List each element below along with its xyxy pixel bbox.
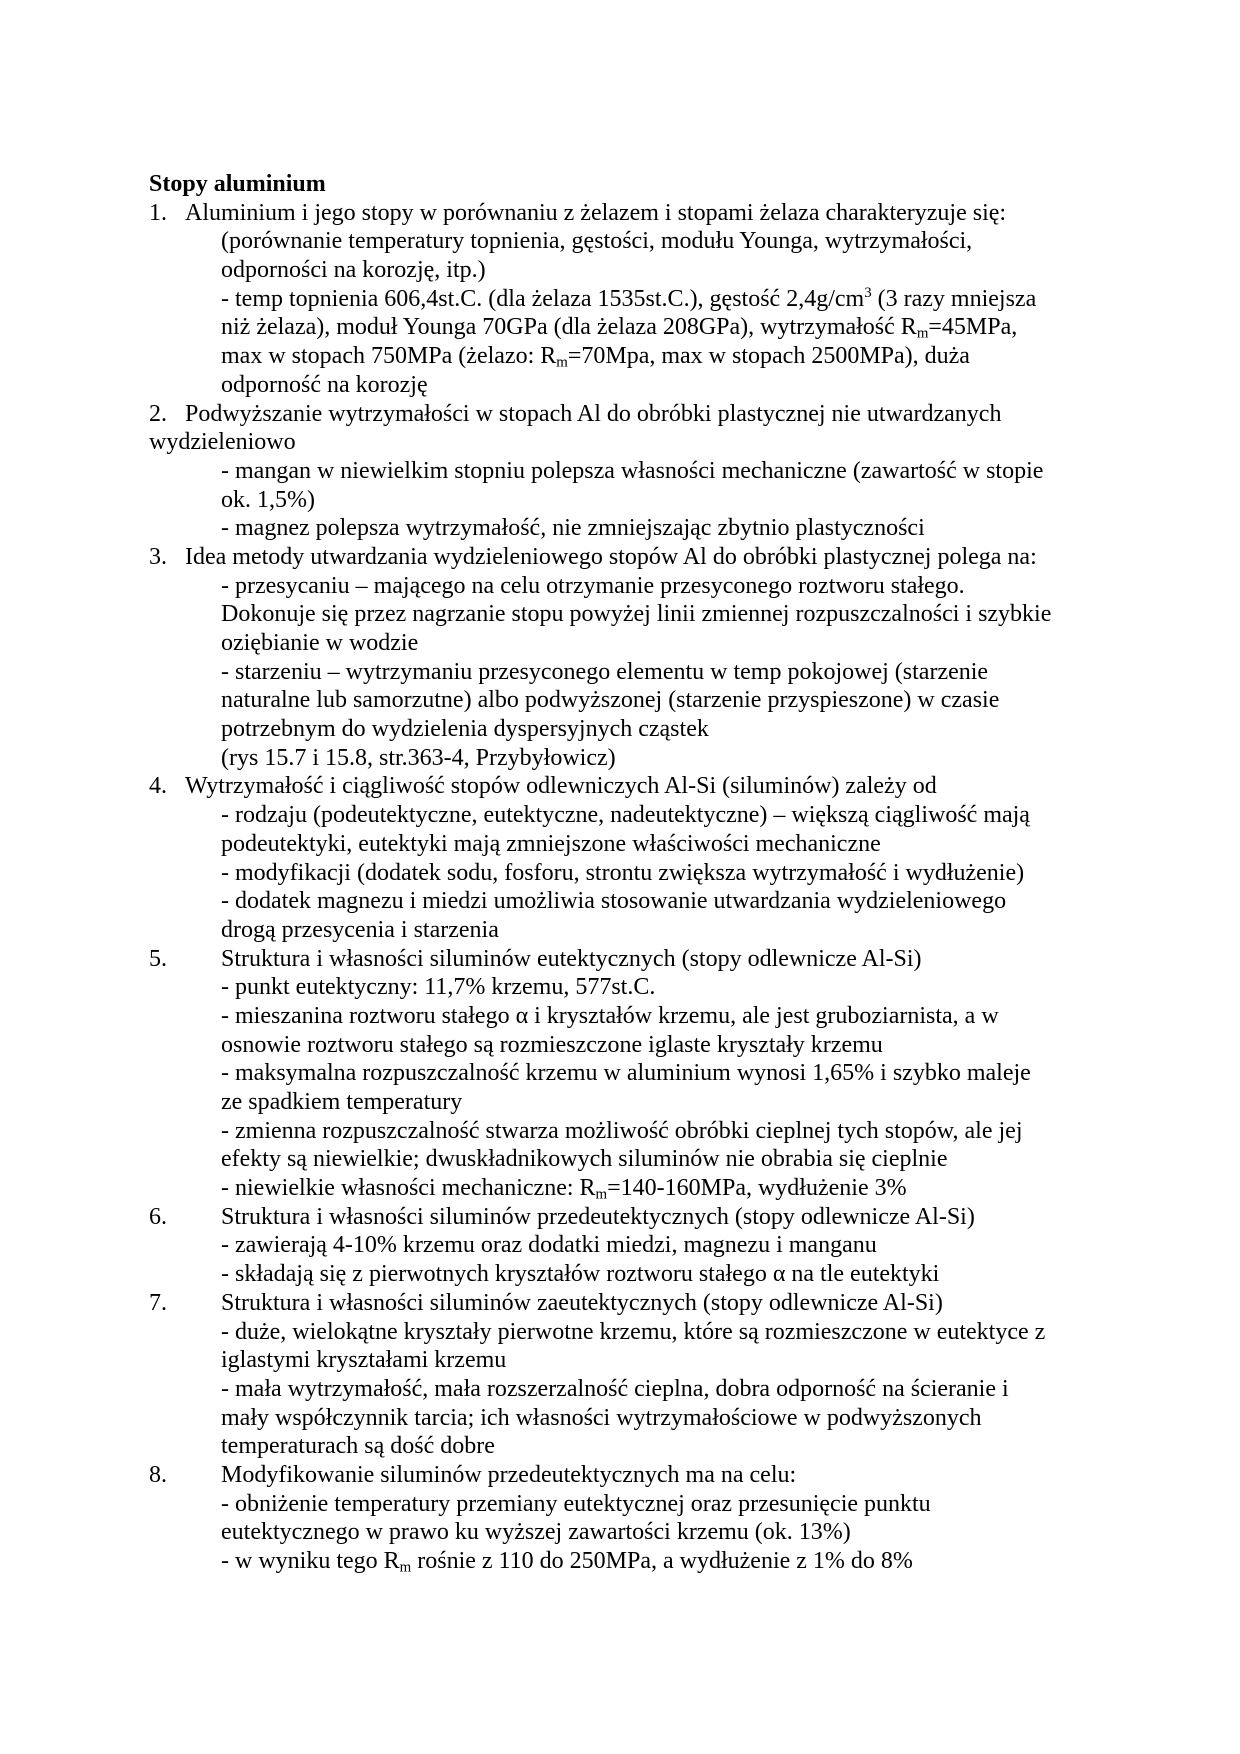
text-line [149, 342, 1109, 371]
line-text [221, 458, 1043, 484]
line-text [221, 659, 988, 685]
text-run: - obniżenie temperatury przemiany eutektycznej oraz przesunięcie punktu [221, 1490, 931, 1517]
text-run: oziębianie w wodzie [221, 630, 419, 656]
text-run: osnowie roztworu stałego są rozmieszczone iglaste kryształy krzemu [221, 1031, 883, 1058]
text-line [149, 1318, 1109, 1347]
line-text [221, 515, 925, 541]
text-run: Struktura i własności siluminów eutektycznych (stopy odlewnicze Al-Si) [221, 945, 922, 972]
text-line [149, 1432, 1109, 1461]
line-text [221, 687, 999, 713]
line-text [221, 974, 655, 1000]
text-line [149, 514, 1109, 543]
subscript: m [916, 326, 929, 343]
text-line [149, 1518, 1109, 1547]
line-text [185, 772, 937, 801]
text-line [149, 600, 1109, 629]
text-line [149, 1117, 1109, 1146]
text-line [149, 400, 1109, 429]
text-line [149, 1461, 1109, 1490]
text-line [149, 1346, 1109, 1375]
line-text [221, 1261, 939, 1287]
text-line [149, 1088, 1109, 1117]
line-text [221, 945, 922, 974]
item-number: 4. [149, 773, 167, 800]
text-line [149, 801, 1109, 830]
line-text [221, 888, 1006, 914]
line-text [221, 286, 1036, 312]
line-text [221, 372, 428, 398]
text-line [149, 227, 1109, 256]
item-number: 6. [149, 1203, 167, 1230]
text-run: - rodzaju (podeutektyczne, eutektyczne, nadeutektyczne) – większą ciągliwość mają [221, 802, 1030, 829]
line-text [221, 1032, 883, 1058]
text-run: niż żelaza), moduł Younga 70GPa (dla żelaza 208GPa), wytrzymałość R [221, 314, 917, 341]
text-run: =140-160MPa, wydłużenie 3% [607, 1175, 907, 1202]
text-run: - mangan w niewielkim stopniu polepsza własności mechaniczne (zawartość w stopie [221, 457, 1044, 484]
item-number: 8. [149, 1461, 167, 1488]
list-item [149, 400, 1109, 543]
line-text [221, 1003, 999, 1029]
text-run: iglastymi kryształami krzemu [221, 1347, 507, 1374]
text-line [149, 945, 1109, 974]
text-line [149, 830, 1109, 859]
text-line [149, 371, 1109, 400]
line-text [221, 1118, 1023, 1144]
line-text [221, 228, 972, 254]
line-text [221, 745, 616, 771]
line-text [221, 1089, 462, 1115]
document-title: Stopy aluminium [149, 171, 326, 197]
line-text [221, 716, 709, 742]
list-item [149, 1203, 1109, 1289]
text-run: efekty są niewielkie; dwuskładnikowych siluminów nie obrabia się cieplnie [221, 1146, 948, 1173]
line-text [221, 1232, 877, 1258]
line-text [149, 429, 296, 455]
line-text [221, 1146, 947, 1172]
text-run: - niewielkie własności mechaniczne: R [221, 1175, 596, 1202]
line-text [221, 573, 965, 599]
line-text [221, 1433, 495, 1459]
text-run: - punkt eutektyczny: 11,7% krzemu, 577st.C. [221, 974, 656, 1001]
text-run: - w wyniku tego R [221, 1548, 400, 1574]
item-number: 2. [149, 400, 167, 427]
line-text [221, 1405, 981, 1431]
line-text [221, 917, 499, 943]
text-line [149, 973, 1109, 1002]
line-text [221, 1461, 796, 1490]
item-number: 1. [149, 199, 167, 226]
text-run: (rys 15.7 i 15.8, str.363-4, Przybyłowicz) [221, 744, 616, 771]
text-line [149, 1174, 1109, 1203]
text-line [149, 1375, 1109, 1404]
text-line [149, 285, 1109, 314]
text-line [149, 1145, 1109, 1174]
text-run: - zawierają 4-10% krzemu oraz dodatki miedzi, magnezu i manganu [221, 1232, 877, 1259]
line-text [221, 1548, 913, 1574]
subscript: m [595, 1186, 608, 1203]
line-text [221, 487, 315, 513]
text-line [149, 486, 1109, 515]
text-line [149, 1002, 1109, 1031]
text-line [149, 629, 1109, 658]
text-run: potrzebnym do wydzielenia dyspersyjnych cząstek [221, 716, 709, 743]
subscript: m [399, 1559, 412, 1576]
line-text [221, 1175, 907, 1201]
line-text [221, 1203, 975, 1232]
text-line [149, 744, 1109, 773]
line-text [221, 1519, 851, 1545]
line-text [221, 831, 881, 857]
text-run: - mała wytrzymałość, mała rozszerzalność cieplna, dobra odporność na ścieranie i [221, 1375, 1009, 1402]
text-line [149, 313, 1109, 342]
text-run: - starzeniu – wytrzymaniu przesyconego elementu w temp pokojowej (starzenie [221, 658, 989, 685]
text-run: =70Mpa, max w stopach 2500MPa), duża [567, 343, 970, 370]
text-run: - maksymalna rozpuszczalność krzemu w aluminium wynosi 1,65% i szybko maleje [221, 1060, 1031, 1087]
line-text [221, 257, 486, 283]
line-text [221, 802, 1030, 828]
line-text [221, 860, 1024, 886]
text-run: temperaturach są dość dobre [221, 1433, 495, 1460]
line-text [221, 1060, 1031, 1086]
text-run: odporności na korozję, itp.) [221, 257, 486, 284]
list-item [149, 1289, 1109, 1461]
line-text [221, 343, 970, 369]
line-text [221, 1376, 1009, 1402]
text-line [149, 1404, 1109, 1433]
text-line [149, 1260, 1109, 1289]
superscript: 3 [864, 284, 872, 301]
line-text [221, 1319, 1045, 1345]
text-run: - modyfikacji (dodatek sodu, fosforu, strontu zwiększa wytrzymałość i wydłużenie) [221, 859, 1025, 886]
text-line [149, 1547, 1109, 1576]
text-line [149, 457, 1109, 486]
line-text [221, 1289, 943, 1318]
text-run: - dodatek magnezu i miedzi umożliwia stosowanie utwardzania wydzieleniowego [221, 888, 1007, 915]
text-line [149, 1059, 1109, 1088]
text-run: odporność na korozję [221, 371, 428, 398]
item-number: 3. [149, 543, 167, 570]
text-run: - składają się z pierwotnych kryształów roztworu stałego α na tle eutektyki [221, 1261, 940, 1288]
text-run: mały współczynnik tarcia; ich własności wytrzymałościowe w podwyższonych [221, 1404, 982, 1431]
text-run: drogą przesycenia i starzenia [221, 916, 499, 943]
text-line [149, 1203, 1109, 1232]
text-run: (3 razy mniejsza [871, 285, 1037, 312]
line-text [221, 630, 418, 656]
list-item [149, 1461, 1109, 1576]
list-item [149, 543, 1109, 773]
text-run: ze spadkiem temperatury [221, 1089, 463, 1115]
line-text [185, 543, 1037, 572]
text-line [149, 256, 1109, 285]
list-item [149, 772, 1109, 944]
text-run: - zmienna rozpuszczalność stwarza możliwość obróbki cieplnej tych stopów, ale jej [221, 1117, 1023, 1144]
item-number: 5. [149, 945, 167, 972]
text-line [149, 859, 1109, 888]
text-run: podeutektyki, eutektyki mają zmniejszone właściwości mechaniczne [221, 830, 881, 857]
item-number: 7. [149, 1289, 167, 1316]
text-line [149, 1490, 1109, 1519]
text-run: max w stopach 750MPa (żelazo: R [221, 343, 557, 370]
text-run: rośnie z 110 do 250MPa, a wydłużenie z 1% do 8% [411, 1548, 913, 1574]
line-text [221, 1491, 931, 1517]
text-run: Struktura i własności siluminów przedeutektycznych (stopy odlewnicze Al-Si) [221, 1203, 975, 1230]
text-line [149, 428, 1109, 457]
text-run: ok. 1,5%) [221, 486, 315, 513]
subscript: m [556, 354, 568, 371]
text-run: Idea metody utwardzania wydzieleniowego stopów Al do obróbki plastycznej polega na: [185, 543, 1037, 570]
text-run: Podwyższanie wytrzymałości w stopach Al do obróbki plastycznej nie utwardzanych [185, 400, 1002, 427]
text-line [149, 1231, 1109, 1260]
line-text [221, 314, 1018, 343]
text-line [149, 1289, 1109, 1318]
list-item [149, 199, 1109, 400]
text-run: Aluminium i jego stopy w porównaniu z żelazem i stopami żelaza charakteryzuje się: [185, 199, 1007, 226]
line-text [185, 199, 1006, 228]
text-line [149, 199, 1109, 228]
text-line [149, 916, 1109, 945]
text-run: eutektycznego w prawo ku wyższej zawartości krzemu (ok. 13%) [221, 1519, 851, 1546]
text-line [149, 1031, 1109, 1060]
text-run: (porównanie temperatury topnienia, gęstości, modułu Younga, wytrzymałości, [221, 228, 973, 255]
text-run: Wytrzymałość i ciągliwość stopów odlewniczych Al-Si (siluminów) zależy od [185, 773, 937, 800]
list-item [149, 945, 1109, 1203]
text-run: - przesycaniu – mającego na celu otrzymanie przesyconego roztworu stałego. [221, 572, 965, 599]
line-text [221, 1347, 506, 1373]
line-text [185, 400, 1001, 429]
text-run: - duże, wielokątne kryształy pierwotne krzemu, które są rozmieszczone w eutektyce z [221, 1318, 1046, 1345]
text-run: wydzieleniowo [149, 429, 296, 456]
text-line [149, 715, 1109, 744]
text-run: Dokonuje się przez nagrzanie stopu powyżej linii zmiennej rozpuszczalności i szybkie [221, 601, 1052, 628]
text-line [149, 543, 1109, 572]
text-line [149, 572, 1109, 601]
line-text [221, 601, 1051, 627]
text-run: naturalne lub samorzutne) albo podwyższonej (starzenie przyspieszone) w czasie [221, 687, 1000, 714]
text-run: - temp topnienia 606,4st.C. (dla żelaza 1535st.C.), gęstość 2,4g/cm [221, 285, 865, 312]
text-run: - mieszanina roztworu stałego α i kryształów krzemu, ale jest gruboziarnista, a w [221, 1002, 999, 1029]
text-run: Struktura i własności siluminów zaeutektycznych (stopy odlewnicze Al-Si) [221, 1289, 943, 1316]
text-line [149, 686, 1109, 715]
text-run: Modyfikowanie siluminów przedeutektycznych ma na celu: [221, 1461, 797, 1488]
text-line [149, 772, 1109, 801]
text-line [149, 887, 1109, 916]
document-body [149, 170, 1109, 1576]
text-run: - magnez polepsza wytrzymałość, nie zmniejszając zbytnio plastyczności [221, 515, 925, 542]
text-line [149, 658, 1109, 687]
text-run: =45MPa, [928, 314, 1018, 341]
